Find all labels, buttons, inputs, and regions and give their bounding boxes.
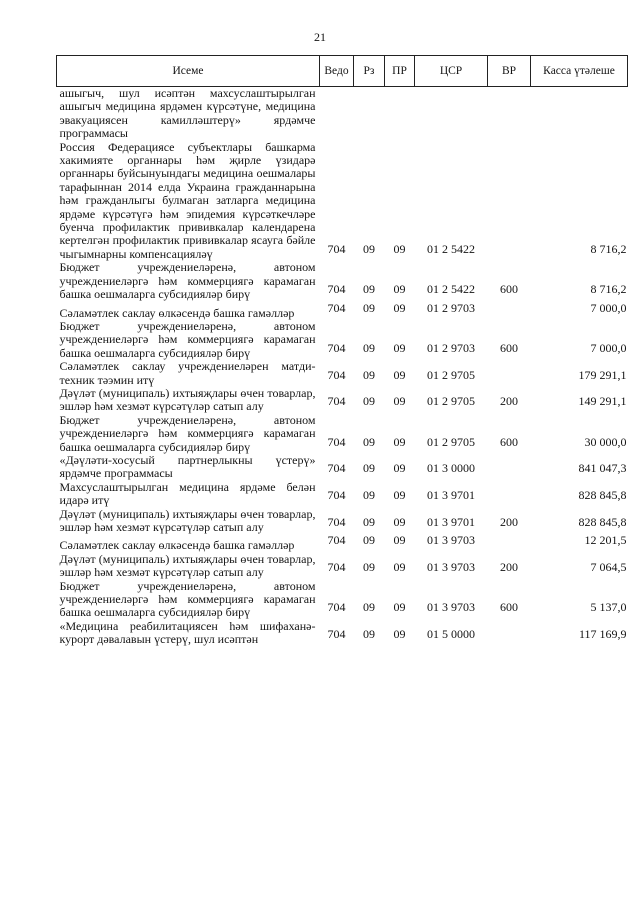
row-pr: 09: [393, 340, 406, 355]
row-csr: 01 3 9703: [427, 533, 475, 548]
row-vr: [488, 534, 531, 552]
row-ved: 704: [327, 627, 346, 642]
row-rz: 09: [363, 434, 375, 449]
row-rz: 09: [363, 300, 375, 315]
row-amount: 7 064,5: [590, 560, 627, 575]
row-csr: 01 2 9705: [427, 394, 475, 409]
row-rz: 09: [363, 394, 375, 409]
row-ved: 704: [327, 367, 346, 382]
row-amount: 8 716,2: [590, 241, 627, 256]
row-amount: 179 291,1: [578, 367, 627, 382]
row-ved: 704: [327, 394, 346, 409]
row-amount: 30 000,0: [584, 434, 627, 449]
row-name: Сәламәтлек саклау өлкәсендә башка гамәлләр: [59, 538, 295, 553]
row-vr: 200: [500, 560, 518, 575]
row-vr: 200: [500, 394, 518, 409]
row-pr: 09: [393, 367, 406, 382]
header-vr: ВР: [488, 56, 531, 87]
row-pr: 09: [393, 560, 406, 575]
row-ved: 704: [327, 488, 346, 503]
continuation-text: ашыгыч, шул исәптән махсуслаштырылган ашыгыч медицина ярдәмен күрсәтүне, медицина эвакуациясен камилләштерү» ярдәмче программасы: [59, 86, 316, 141]
table-row: [57, 534, 628, 552]
row-csr: 01 2 5422: [427, 241, 475, 256]
row-vr: 600: [500, 434, 518, 449]
row-ved: 704: [327, 515, 346, 529]
table-row: [57, 360, 628, 387]
row-vr: [488, 141, 531, 262]
row-vr: 600: [500, 340, 518, 355]
row-pr: 09: [393, 461, 406, 476]
row-vr: 600: [500, 282, 518, 297]
table-row: [57, 414, 628, 454]
row-rz: 09: [363, 282, 375, 297]
table-row: [57, 580, 628, 620]
row-rz: 09: [363, 560, 375, 575]
row-vr: [488, 302, 531, 320]
table-row: [57, 620, 628, 647]
table-row: [57, 320, 628, 360]
row-rz: 09: [363, 367, 375, 382]
row-amount: 828 845,8: [578, 488, 627, 503]
row-amount: 841 047,3: [578, 461, 627, 476]
row-csr: 01 2 9705: [427, 367, 475, 382]
header-ved: Ведо: [320, 56, 354, 87]
row-name: Дәүләт (муниципаль) ихтыяҗлары өчен товарлар, эшләр һәм хезмәт күрсәтүләр сатып алу: [59, 551, 316, 580]
row-pr: 09: [393, 600, 406, 615]
row-rz: 09: [363, 488, 375, 503]
row-ved: 704: [327, 300, 346, 315]
row-pr: 09: [393, 394, 406, 409]
table-row: [57, 454, 628, 481]
row-ved: 704: [327, 461, 346, 476]
row-name: Бюджет учреждениеләренә, автоном учреждениеләргә һәм коммерциягә карамаган башка оешмаларга субсидияләр бирү: [59, 318, 316, 360]
row-ved: 704: [327, 600, 346, 615]
header-csr: ЦСР: [415, 56, 488, 87]
row-csr: 01 3 0000: [427, 461, 475, 476]
row-rz: 09: [363, 340, 375, 355]
row-vr: [488, 481, 531, 508]
table-row: [57, 508, 628, 535]
row-ved: 704: [327, 533, 346, 548]
row-csr: 01 3 9703: [427, 560, 475, 575]
row-ved: 704: [327, 241, 346, 256]
row-amount: 5 137,0: [590, 600, 627, 615]
page-number: 21: [314, 30, 326, 44]
row-pr: 09: [393, 282, 406, 297]
row-name: Сәламәтлек саклау өлкәсендә башка гамәлләр: [59, 305, 295, 320]
row-name: Бюджет учреждениеләренә, автоном учреждениеләргә һәм коммерциягә карамаган башка оешмаларга субсидияләр бирү: [59, 260, 316, 302]
row-pr: 09: [393, 627, 406, 642]
row-rz: 09: [363, 461, 375, 476]
row-ved: 704: [327, 560, 346, 575]
row-pr: 09: [393, 434, 406, 449]
row-pr: 09: [393, 300, 406, 315]
table-header-row: [57, 56, 628, 87]
row-csr: 01 3 9701: [427, 488, 475, 503]
row-ved: 704: [327, 434, 346, 449]
row-csr: 01 2 9703: [427, 300, 475, 315]
continuation-row: [57, 87, 628, 141]
row-csr: 01 2 5422: [427, 282, 475, 297]
row-name: «Дәүләти-хосусый партнерлыкны үстерү» ярдәмче программасы: [59, 452, 316, 481]
row-ved: 704: [327, 340, 346, 355]
row-rz: 09: [363, 241, 375, 256]
row-csr: 01 5 0000: [427, 627, 475, 642]
table-row: [57, 553, 628, 580]
row-name: Бюджет учреждениеләренә, автоном учреждениеләргә һәм коммерциягә карамаган башка оешмаларга субсидияләр бирү: [59, 578, 316, 620]
table-row: [57, 261, 628, 301]
row-pr: 09: [393, 241, 406, 256]
row-rz: 09: [363, 533, 375, 548]
row-name: Дәүләт (муниципаль) ихтыяҗлары өчен товарлар, эшләр һәм хезмәт күрсәтүләр сатып алу: [59, 506, 316, 534]
row-pr: 09: [393, 488, 406, 503]
row-amount: 12 201,5: [584, 533, 627, 548]
row-name: Бюджет учреждениеләренә, автоном учреждениеләргә һәм коммерциягә карамаган башка оешмаларга субсидияләр бирү: [59, 412, 316, 454]
header-pr: ПР: [385, 56, 415, 87]
budget-table: [56, 55, 628, 647]
row-amount: 149 291,1: [578, 394, 627, 409]
row-name: Сәламәтлек саклау учреждениеләрен матди-техник тәэмин итү: [59, 359, 316, 387]
row-amount: 7 000,0: [590, 340, 627, 355]
row-name: Дәүләт (муниципаль) ихтыяҗлары өчен товарлар, эшләр һәм хезмәт күрсәтүләр сатып алу: [59, 385, 316, 414]
row-amount: 828 845,8: [578, 515, 627, 529]
row-vr: [488, 454, 531, 481]
row-vr: [488, 620, 531, 647]
table-row: [57, 387, 628, 414]
row-pr: 09: [393, 533, 406, 548]
row-csr: 01 3 9703: [427, 600, 475, 615]
row-csr: 01 2 9703: [427, 340, 475, 355]
row-amount: 8 716,2: [590, 282, 627, 297]
header-name: Исеме: [57, 56, 320, 87]
row-vr: 600: [500, 600, 518, 615]
row-vr: [488, 360, 531, 387]
row-rz: 09: [363, 600, 375, 615]
table-row: [57, 141, 628, 262]
row-name: Россия Федерациясе субъектлары башкарма хакимияте органнары һәм җирле үзидарә органнары буйсынуындагы медицина оешмалары тарафыннан 2014 елда Украина гражданнарына һәм гражданлыгы булмаган затларга медицина ярдәме күрсәтүгә һәм эпидемия күрсәткечләре буенча профилактик прививкалар календарена кертелгән профилактик прививкалар ясауга бәйле чыгымнарны компенсацияләү: [59, 139, 316, 261]
table-row: [57, 481, 628, 508]
row-amount: 7 000,0: [590, 300, 627, 315]
header-rz: Рз: [354, 56, 385, 87]
table-row: [57, 302, 628, 320]
row-csr: 01 2 9705: [427, 434, 475, 449]
row-rz: 09: [363, 627, 375, 642]
row-amount: 117 169,9: [578, 627, 627, 642]
row-pr: 09: [393, 515, 406, 529]
row-rz: 09: [363, 515, 375, 529]
header-amount: Касса үтәлеше: [531, 56, 628, 87]
row-ved: 704: [327, 282, 346, 297]
row-csr: 01 3 9701: [427, 515, 475, 529]
row-name: «Медицина реабилитациясен һәм шифаханә-курорт дәвалавын үстерү, шул исәптән: [59, 618, 316, 647]
row-name: Махсуслаштырылган медицина ярдәме белән идарә итү: [59, 479, 316, 508]
row-vr: 200: [500, 515, 518, 529]
